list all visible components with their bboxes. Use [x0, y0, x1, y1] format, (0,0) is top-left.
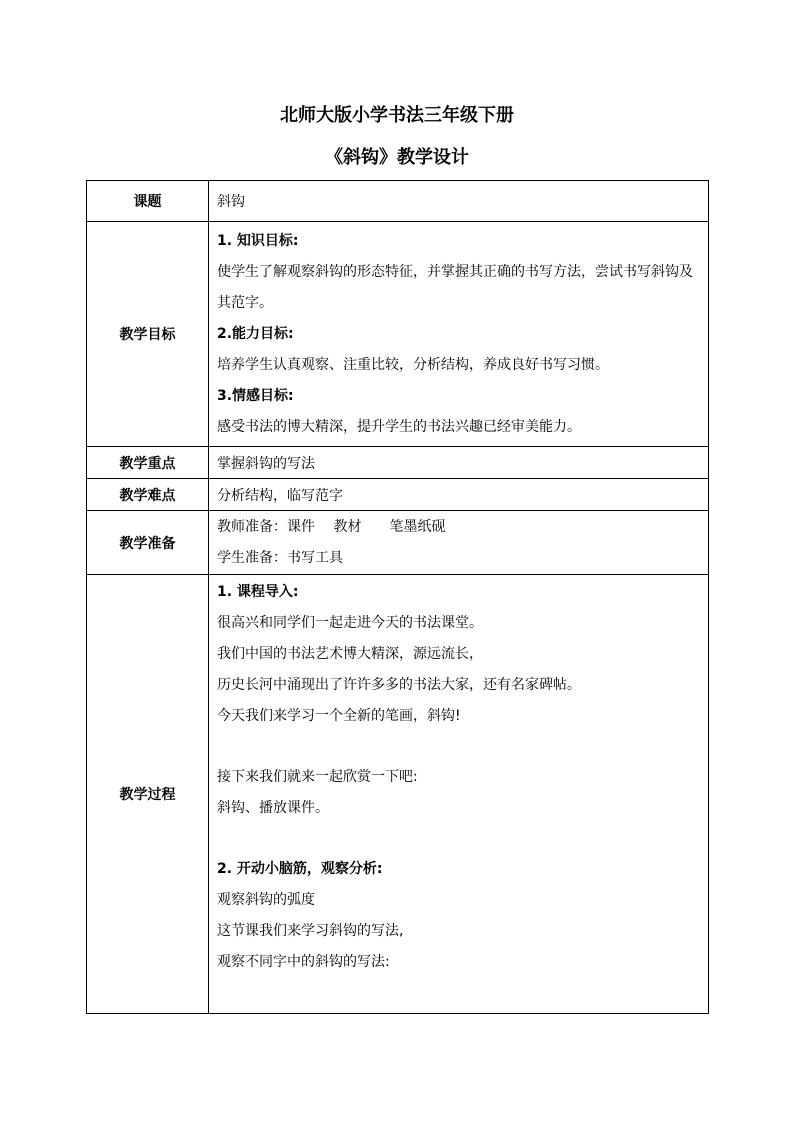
- intro-line: 历史长河中涌现出了许许多多的书法大家，还有名家碑帖。: [217, 677, 581, 693]
- value-difficulty: 分析结构，临写范字: [209, 479, 709, 511]
- intro-heading: 1. 课程导入:: [217, 584, 299, 600]
- blank-line: [217, 824, 702, 854]
- label-process: 教学过程: [87, 575, 209, 1014]
- value-topic: 斜钩: [209, 181, 709, 222]
- preparation-content: [209, 511, 709, 575]
- row-preparation: [87, 511, 709, 575]
- observe-heading: 2. 开动小脑筋，观察分析:: [217, 861, 383, 877]
- objectives-content: [209, 222, 709, 447]
- observe-line: 这节课我们来学习斜钩的写法,: [217, 923, 404, 939]
- observe-line: 观察斜钩的弧度: [217, 892, 315, 908]
- row-process: [87, 575, 709, 1014]
- student-preparation: 学生准备：书写工具: [217, 549, 343, 566]
- intro-line: 很高兴和同学们一起走进今天的书法课堂。: [217, 615, 483, 631]
- ability-heading: 2.能力目标:: [217, 325, 294, 342]
- lesson-plan-table: [86, 180, 709, 1014]
- observe-line: 观察不同字中的斜钩的写法:: [217, 954, 390, 970]
- ability-text: 培养学生认真观察、注重比较，分析结构，养成良好书写习惯。: [217, 356, 609, 373]
- intro-line: 我们中国的书法艺术博大精深，源远流长，: [217, 646, 483, 662]
- enjoy-line: 斜钩、播放课件。: [217, 800, 329, 816]
- label-preparation: 教学准备: [87, 511, 209, 575]
- value-key-point: 掌握斜钩的写法: [209, 447, 709, 479]
- row-objectives: [87, 222, 709, 447]
- label-key-point: 教学重点: [87, 447, 209, 479]
- teacher-preparation: 教师准备：课件 教材 笔墨纸砚: [217, 518, 446, 535]
- row-difficulty: [87, 479, 709, 511]
- document-subtitle: 《斜钩》教学设计: [325, 147, 469, 168]
- row-key-point: [87, 447, 709, 479]
- label-objectives: 教学目标: [87, 222, 209, 447]
- knowledge-heading: 1. 知识目标:: [217, 232, 299, 249]
- document-title: 北师大版小学书法三年级下册: [280, 105, 514, 126]
- label-difficulty: 教学难点: [87, 479, 209, 511]
- label-topic: 课题: [87, 181, 209, 222]
- blank-line: [217, 732, 702, 762]
- row-topic: [87, 181, 709, 222]
- knowledge-text: 使学生了解观察斜钩的形态特征，并掌握其正确的书写方法，尝试书写斜钩及其范字。: [217, 263, 693, 311]
- emotion-text: 感受书法的博大精深，提升学生的书法兴趣已经审美能力。: [217, 418, 581, 435]
- process-content: [209, 575, 709, 1014]
- enjoy-line: 接下来我们就来一起欣赏一下吧:: [217, 769, 418, 785]
- emotion-heading: 3.情感目标:: [217, 387, 294, 404]
- intro-line: 今天我们来学习一个全新的笔画，斜钩!: [217, 708, 461, 724]
